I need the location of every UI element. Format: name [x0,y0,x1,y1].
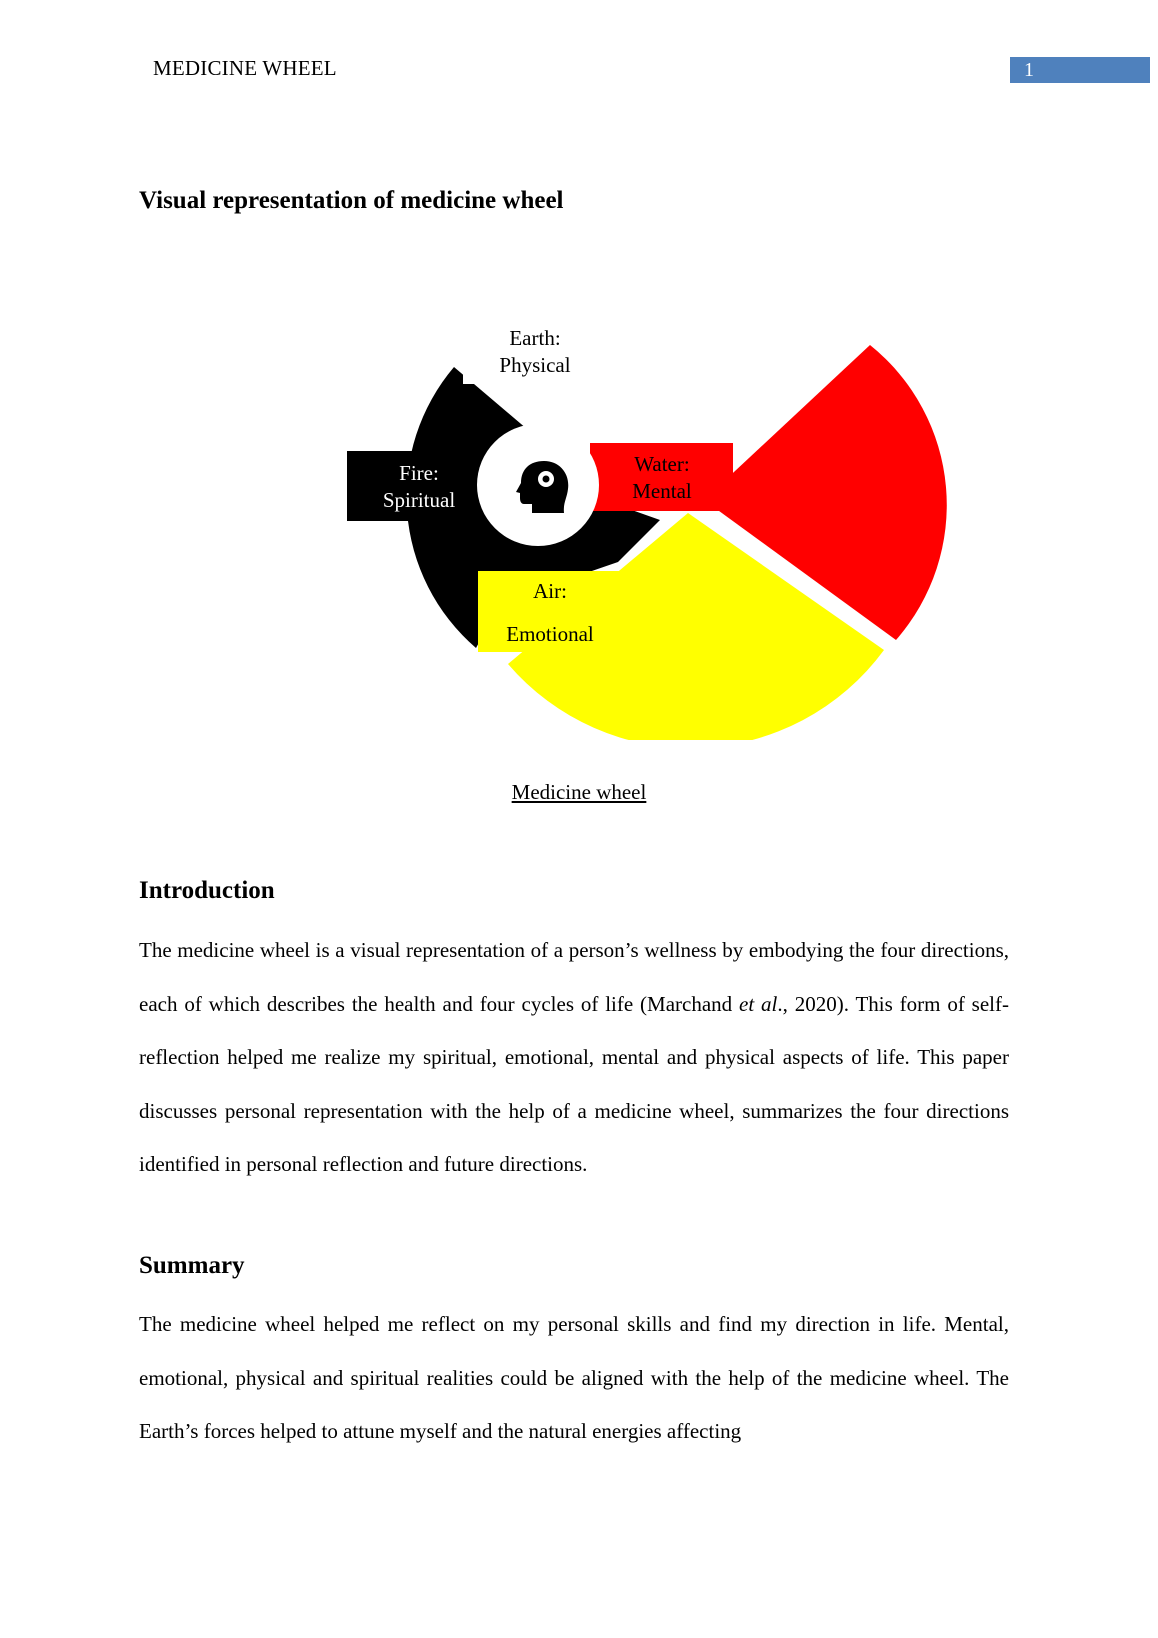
introduction-text-part2: ., 2020). This form of self-reflection helped me realize my spiritual, emotional, mental and physical aspects of life. This paper discusses personal representation with the help of a medicine wheel, summarizes the four directions identified in personal reflection and future directions. [139,991,1009,1176]
page-number: 1 [1010,57,1150,83]
fire-label-line2: Spiritual [382,488,456,512]
section-heading-introduction: Introduction [139,877,275,904]
introduction-italic-et-al: et al [739,991,778,1016]
introduction-paragraph [139,924,1009,1192]
figure-caption: Medicine wheel [511,780,647,804]
section-heading-summary: Summary [139,1252,245,1279]
earth-label-line1: Earth: [509,330,561,350]
section-heading-visual: Visual representation of medicine wheel [139,187,564,214]
medicine-wheel-figure [340,330,980,740]
water-label-line1: Water: [634,452,690,476]
water-label-line2: Mental [632,479,692,503]
fire-label-line1: Fire: [399,461,439,485]
summary-paragraph: The medicine wheel helped me reflect on my personal skills and find my direction in life. Mental, emotional, physical and spiritual realities could be aligned with the help of the medicine wheel. The Earth’s forces helped to attune myself and the natural energies affecting [139,1312,1009,1443]
earth-label-line2: Physical [499,353,571,377]
air-label-line2: Emotional [506,622,594,646]
air-label-line1: Air: [533,579,567,603]
introduction-text-part1: The medicine wheel is a visual representation of a person’s wellness by embodying the four directions, each of which describes the health and four cycles of life (Marchand [139,938,1009,1016]
running-head: MEDICINE WHEEL [153,56,337,80]
